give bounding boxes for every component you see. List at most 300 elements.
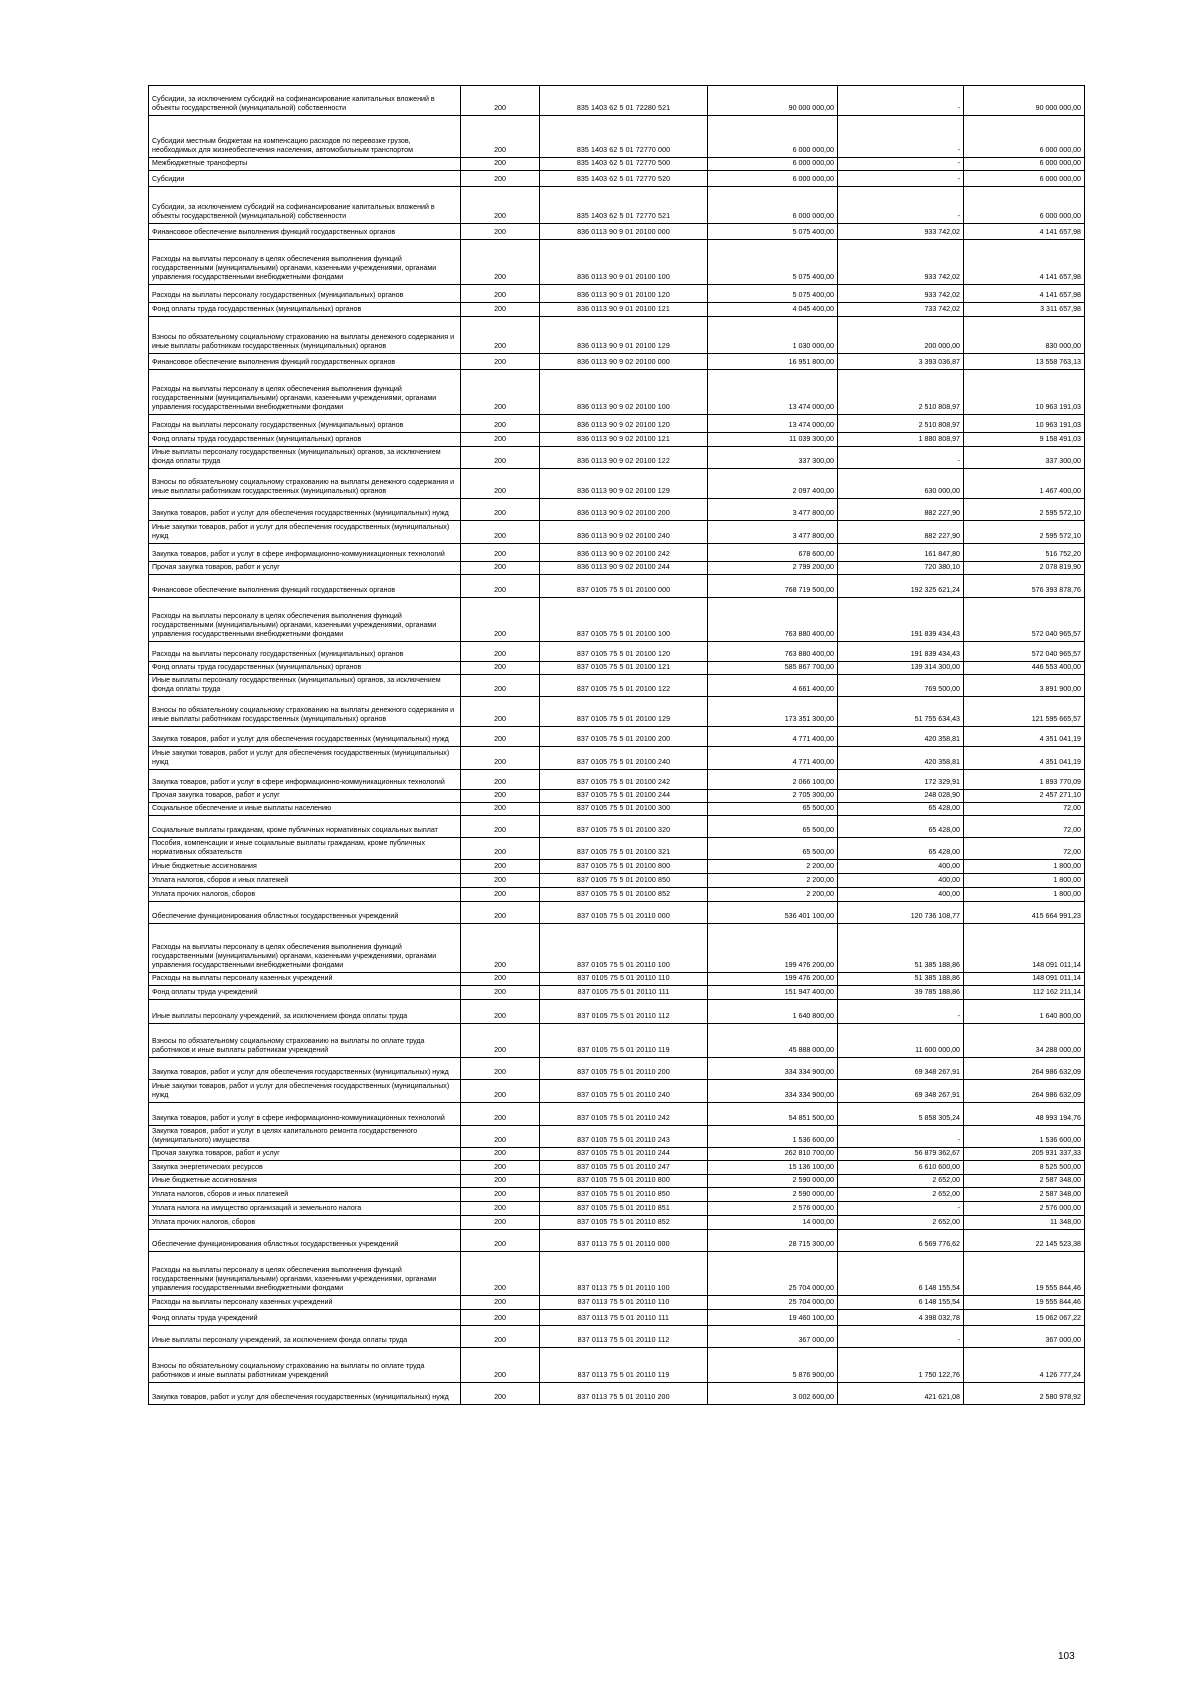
- executed-amount: 733 742,02: [838, 303, 964, 317]
- table-row: [149, 662, 1085, 675]
- executed-amount: 248 028,90: [838, 790, 964, 803]
- approved-amount: 4 771 400,00: [708, 747, 838, 770]
- unexecuted-amount: 2 457 271,10: [964, 790, 1085, 803]
- unexecuted-amount: 72,00: [964, 838, 1085, 860]
- table-row: [149, 1148, 1085, 1161]
- unexecuted-amount: 572 040 965,57: [964, 598, 1085, 642]
- executed-amount: 120 736 108,77: [838, 902, 964, 924]
- line-code: 200: [461, 1230, 540, 1252]
- expense-item-name: Закупка товаров, работ и услуг для обеспечения государственных (муниципальных) нужд: [149, 727, 461, 747]
- budget-class-code: 835 1403 62 5 01 72770 520: [540, 171, 708, 187]
- expense-item-name: Расходы на выплаты персоналу в целях обеспечения выполнения функций государственными (муниципальными) органами, казенными учреждениями, органами управления государственными внебюджетными фондами: [149, 240, 461, 285]
- expense-item-name: Иные выплаты персоналу государственных (муниципальных) органов, за исключением фонда оплаты труда: [149, 675, 461, 697]
- approved-amount: 173 351 300,00: [708, 697, 838, 727]
- line-code: 200: [461, 1175, 540, 1188]
- budget-class-code: 837 0113 75 5 01 20110 119: [540, 1348, 708, 1383]
- budget-class-code: 837 0105 75 5 01 20100 122: [540, 675, 708, 697]
- line-code: 200: [461, 575, 540, 598]
- line-code: 200: [461, 224, 540, 240]
- line-code: 200: [461, 171, 540, 187]
- approved-amount: 1 536 600,00: [708, 1126, 838, 1148]
- line-code: 200: [461, 354, 540, 370]
- line-code: 200: [461, 1000, 540, 1024]
- unexecuted-amount: 572 040 965,57: [964, 642, 1085, 662]
- table-row: [149, 697, 1085, 727]
- approved-amount: 367 000,00: [708, 1326, 838, 1348]
- budget-class-code: 837 0105 75 5 01 20110 100: [540, 924, 708, 973]
- approved-amount: 2 097 400,00: [708, 469, 838, 499]
- table-row: [149, 598, 1085, 642]
- budget-class-code: 837 0113 75 5 01 20110 110: [540, 1296, 708, 1310]
- expense-item-name: Финансовое обеспечение выполнения функций государственных органов: [149, 575, 461, 598]
- table-row: [149, 224, 1085, 240]
- executed-amount: -: [838, 1202, 964, 1216]
- approved-amount: 14 000,00: [708, 1216, 838, 1230]
- expense-item-name: Финансовое обеспечение выполнения функций государственных органов: [149, 224, 461, 240]
- budget-class-code: 835 1403 62 5 01 72280 521: [540, 86, 708, 116]
- approved-amount: 768 719 500,00: [708, 575, 838, 598]
- approved-amount: 5 876 900,00: [708, 1348, 838, 1383]
- executed-amount: 400,00: [838, 874, 964, 888]
- unexecuted-amount: 4 141 657,98: [964, 285, 1085, 303]
- approved-amount: 13 474 000,00: [708, 370, 838, 415]
- budget-class-code: 837 0105 75 5 01 20100 200: [540, 727, 708, 747]
- executed-amount: 65 428,00: [838, 803, 964, 816]
- table-row: [149, 924, 1085, 973]
- executed-amount: 2 510 808,97: [838, 370, 964, 415]
- table-row: [149, 116, 1085, 158]
- unexecuted-amount: 4 126 777,24: [964, 1348, 1085, 1383]
- approved-amount: 199 476 200,00: [708, 924, 838, 973]
- line-code: 200: [461, 1216, 540, 1230]
- unexecuted-amount: 264 986 632,09: [964, 1058, 1085, 1080]
- table-row: [149, 544, 1085, 562]
- expense-item-name: Закупка товаров, работ и услуг в сфере информационно-коммуникационных технологий: [149, 1103, 461, 1126]
- expense-item-name: Пособия, компенсации и иные социальные выплаты гражданам, кроме публичных нормативных обязательств: [149, 838, 461, 860]
- table-row: [149, 158, 1085, 171]
- unexecuted-amount: 11 348,00: [964, 1216, 1085, 1230]
- table-row: [149, 973, 1085, 986]
- approved-amount: 25 704 000,00: [708, 1296, 838, 1310]
- unexecuted-amount: 1 893 770,09: [964, 770, 1085, 790]
- line-code: 200: [461, 562, 540, 575]
- unexecuted-amount: 13 558 763,13: [964, 354, 1085, 370]
- unexecuted-amount: 2 587 348,00: [964, 1188, 1085, 1202]
- budget-class-code: 837 0105 75 5 01 20100 000: [540, 575, 708, 598]
- unexecuted-amount: 4 351 041,19: [964, 747, 1085, 770]
- expense-item-name: Иные бюджетные ассигнования: [149, 1175, 461, 1188]
- approved-amount: 65 500,00: [708, 803, 838, 816]
- unexecuted-amount: 2 078 819,90: [964, 562, 1085, 575]
- line-code: 200: [461, 1310, 540, 1326]
- budget-class-code: 836 0113 90 9 01 20100 121: [540, 303, 708, 317]
- approved-amount: 5 075 400,00: [708, 240, 838, 285]
- table-row: [149, 469, 1085, 499]
- unexecuted-amount: 264 986 632,09: [964, 1080, 1085, 1103]
- budget-class-code: 837 0105 75 5 01 20100 120: [540, 642, 708, 662]
- budget-class-code: 837 0105 75 5 01 20110 242: [540, 1103, 708, 1126]
- expense-item-name: Расходы на выплаты персоналу в целях обеспечения выполнения функций государственными (муниципальными) органами, казенными учреждениями, органами управления государственными внебюджетными фондами: [149, 924, 461, 973]
- unexecuted-amount: 8 525 500,00: [964, 1161, 1085, 1175]
- table-row: [149, 1126, 1085, 1148]
- budget-class-code: 837 0105 75 5 01 20110 000: [540, 902, 708, 924]
- unexecuted-amount: 2 587 348,00: [964, 1175, 1085, 1188]
- approved-amount: 2 066 100,00: [708, 770, 838, 790]
- line-code: 200: [461, 303, 540, 317]
- executed-amount: -: [838, 86, 964, 116]
- line-code: 200: [461, 973, 540, 986]
- executed-amount: -: [838, 171, 964, 187]
- expense-item-name: Финансовое обеспечение выполнения функций государственных органов: [149, 354, 461, 370]
- line-code: 200: [461, 874, 540, 888]
- line-code: 200: [461, 697, 540, 727]
- approved-amount: 4 661 400,00: [708, 675, 838, 697]
- approved-amount: 2 590 000,00: [708, 1175, 838, 1188]
- table-row: [149, 838, 1085, 860]
- expense-item-name: Уплата налогов, сборов и иных платежей: [149, 1188, 461, 1202]
- line-code: 200: [461, 803, 540, 816]
- budget-class-code: 837 0105 75 5 01 20110 200: [540, 1058, 708, 1080]
- line-code: 200: [461, 1161, 540, 1175]
- approved-amount: 334 334 900,00: [708, 1058, 838, 1080]
- unexecuted-amount: 10 963 191,03: [964, 370, 1085, 415]
- table-row: [149, 888, 1085, 902]
- budget-table-body: [149, 86, 1085, 1405]
- budget-class-code: 836 0113 90 9 02 20100 121: [540, 433, 708, 447]
- budget-class-code: 837 0105 75 5 01 20110 111: [540, 986, 708, 1000]
- table-row: [149, 1230, 1085, 1252]
- line-code: 200: [461, 86, 540, 116]
- line-code: 200: [461, 469, 540, 499]
- executed-amount: -: [838, 447, 964, 469]
- approved-amount: 337 300,00: [708, 447, 838, 469]
- table-row: [149, 171, 1085, 187]
- line-code: 200: [461, 598, 540, 642]
- table-row: [149, 1326, 1085, 1348]
- executed-amount: 2 652,00: [838, 1175, 964, 1188]
- expense-item-name: Расходы на выплаты персоналу в целях обеспечения выполнения функций государственными (муниципальными) органами, казенными учреждениями, органами управления государственными внебюджетными фондами: [149, 598, 461, 642]
- budget-class-code: 835 1403 62 5 01 72770 000: [540, 116, 708, 158]
- table-row: [149, 303, 1085, 317]
- unexecuted-amount: 576 393 878,76: [964, 575, 1085, 598]
- budget-class-code: 836 0113 90 9 02 20100 244: [540, 562, 708, 575]
- approved-amount: 13 474 000,00: [708, 415, 838, 433]
- approved-amount: 334 334 900,00: [708, 1080, 838, 1103]
- budget-class-code: 836 0113 90 9 01 20100 120: [540, 285, 708, 303]
- expense-item-name: Закупка товаров, работ и услуг в сфере информационно-коммуникационных технологий: [149, 544, 461, 562]
- table-row: [149, 187, 1085, 224]
- approved-amount: 28 715 300,00: [708, 1230, 838, 1252]
- executed-amount: 200 000,00: [838, 317, 964, 354]
- approved-amount: 536 401 100,00: [708, 902, 838, 924]
- executed-amount: 6 148 155,54: [838, 1252, 964, 1296]
- line-code: 200: [461, 860, 540, 874]
- budget-class-code: 837 0105 75 5 01 20100 240: [540, 747, 708, 770]
- executed-amount: 161 847,80: [838, 544, 964, 562]
- expense-item-name: Расходы на выплаты персоналу в целях обеспечения выполнения функций государственными (муниципальными) органами, казенными учреждениями, органами управления государственными внебюджетными фондами: [149, 1252, 461, 1296]
- line-code: 200: [461, 521, 540, 544]
- expense-item-name: Фонд оплаты труда учреждений: [149, 1310, 461, 1326]
- executed-amount: -: [838, 1326, 964, 1348]
- executed-amount: 5 858 305,24: [838, 1103, 964, 1126]
- expense-item-name: Закупка товаров, работ и услуг в целях капитального ремонта государственного (муниципального) имущества: [149, 1126, 461, 1148]
- approved-amount: 19 460 100,00: [708, 1310, 838, 1326]
- expense-item-name: Фонд оплаты труда государственных (муниципальных) органов: [149, 662, 461, 675]
- table-row: [149, 675, 1085, 697]
- table-row: [149, 747, 1085, 770]
- unexecuted-amount: 516 752,20: [964, 544, 1085, 562]
- table-row: [149, 1024, 1085, 1058]
- executed-amount: 882 227,90: [838, 521, 964, 544]
- budget-execution-table: [148, 85, 1085, 1405]
- unexecuted-amount: 15 062 067,22: [964, 1310, 1085, 1326]
- executed-amount: -: [838, 158, 964, 171]
- table-row: [149, 285, 1085, 303]
- expense-item-name: Расходы на выплаты персоналу в целях обеспечения выполнения функций государственными (муниципальными) органами, казенными учреждениями, органами управления государственными внебюджетными фондами: [149, 370, 461, 415]
- budget-class-code: 836 0113 90 9 02 20100 242: [540, 544, 708, 562]
- line-code: 200: [461, 1296, 540, 1310]
- budget-class-code: 836 0113 90 9 02 20100 129: [540, 469, 708, 499]
- table-row: [149, 1175, 1085, 1188]
- table-row: [149, 1058, 1085, 1080]
- expense-item-name: Иные выплаты персоналу государственных (муниципальных) органов, за исключением фонда оплаты труда: [149, 447, 461, 469]
- unexecuted-amount: 6 000 000,00: [964, 158, 1085, 171]
- approved-amount: 6 000 000,00: [708, 171, 838, 187]
- budget-class-code: 836 0113 90 9 02 20100 000: [540, 354, 708, 370]
- unexecuted-amount: 48 993 194,76: [964, 1103, 1085, 1126]
- line-code: 200: [461, 499, 540, 521]
- table-row: [149, 727, 1085, 747]
- line-code: 200: [461, 1126, 540, 1148]
- budget-class-code: 837 0105 75 5 01 20110 119: [540, 1024, 708, 1058]
- unexecuted-amount: 148 091 011,14: [964, 924, 1085, 973]
- approved-amount: 65 500,00: [708, 816, 838, 838]
- budget-class-code: 837 0113 75 5 01 20110 111: [540, 1310, 708, 1326]
- expense-item-name: Фонд оплаты труда государственных (муниципальных) органов: [149, 433, 461, 447]
- line-code: 200: [461, 1202, 540, 1216]
- executed-amount: -: [838, 1000, 964, 1024]
- approved-amount: 763 880 400,00: [708, 598, 838, 642]
- executed-amount: 6 610 600,00: [838, 1161, 964, 1175]
- expense-item-name: Субсидии, за исключением субсидий на софинансирование капитальных вложений в объекты государственной (муниципальной) собственности: [149, 187, 461, 224]
- approved-amount: 15 136 100,00: [708, 1161, 838, 1175]
- budget-class-code: 835 1403 62 5 01 72770 521: [540, 187, 708, 224]
- executed-amount: 11 600 000,00: [838, 1024, 964, 1058]
- executed-amount: 69 348 267,91: [838, 1080, 964, 1103]
- unexecuted-amount: 367 000,00: [964, 1326, 1085, 1348]
- table-row: [149, 240, 1085, 285]
- executed-amount: 191 839 434,43: [838, 642, 964, 662]
- expense-item-name: Прочая закупка товаров, работ и услуг: [149, 562, 461, 575]
- line-code: 200: [461, 838, 540, 860]
- budget-class-code: 837 0113 75 5 01 20110 112: [540, 1326, 708, 1348]
- line-code: 200: [461, 1348, 540, 1383]
- expense-item-name: Взносы по обязательному социальному страхованию на выплаты по оплате труда работников и иные выплаты работникам учреждений: [149, 1024, 461, 1058]
- budget-class-code: 836 0113 90 9 02 20100 240: [540, 521, 708, 544]
- line-code: 200: [461, 642, 540, 662]
- table-row: [149, 1161, 1085, 1175]
- table-row: [149, 433, 1085, 447]
- expense-item-name: Закупка товаров, работ и услуг для обеспечения государственных (муниципальных) нужд: [149, 1058, 461, 1080]
- line-code: 200: [461, 816, 540, 838]
- expense-item-name: Закупка товаров, работ и услуг в сфере информационно-коммуникационных технологий: [149, 770, 461, 790]
- approved-amount: 585 867 700,00: [708, 662, 838, 675]
- line-code: 200: [461, 285, 540, 303]
- table-row: [149, 370, 1085, 415]
- line-code: 200: [461, 544, 540, 562]
- budget-class-code: 836 0113 90 9 01 20100 129: [540, 317, 708, 354]
- executed-amount: 6 569 776,62: [838, 1230, 964, 1252]
- line-code: 200: [461, 888, 540, 902]
- expense-item-name: Уплата налогов, сборов и иных платежей: [149, 874, 461, 888]
- budget-class-code: 837 0105 75 5 01 20110 240: [540, 1080, 708, 1103]
- budget-class-code: 837 0105 75 5 01 20110 244: [540, 1148, 708, 1161]
- budget-class-code: 836 0113 90 9 01 20100 100: [540, 240, 708, 285]
- executed-amount: 630 000,00: [838, 469, 964, 499]
- unexecuted-amount: 830 000,00: [964, 317, 1085, 354]
- budget-class-code: 837 0105 75 5 01 20100 852: [540, 888, 708, 902]
- approved-amount: 3 477 800,00: [708, 499, 838, 521]
- expense-item-name: Взносы по обязательному социальному страхованию на выплаты денежного содержания и иные выплаты работникам государственных (муниципальных) органов: [149, 697, 461, 727]
- unexecuted-amount: 72,00: [964, 803, 1085, 816]
- expense-item-name: Субсидии: [149, 171, 461, 187]
- unexecuted-amount: 90 000 000,00: [964, 86, 1085, 116]
- table-row: [149, 1080, 1085, 1103]
- table-row: [149, 1348, 1085, 1383]
- expense-item-name: Иные бюджетные ассигнования: [149, 860, 461, 874]
- approved-amount: 6 000 000,00: [708, 187, 838, 224]
- line-code: 200: [461, 790, 540, 803]
- table-row: [149, 354, 1085, 370]
- approved-amount: 2 200,00: [708, 888, 838, 902]
- expense-item-name: Иные закупки товаров, работ и услуг для обеспечения государственных (муниципальных) нужд: [149, 747, 461, 770]
- approved-amount: 678 600,00: [708, 544, 838, 562]
- approved-amount: 2 200,00: [708, 860, 838, 874]
- table-row: [149, 860, 1085, 874]
- line-code: 200: [461, 747, 540, 770]
- line-code: 200: [461, 1148, 540, 1161]
- expense-item-name: Обеспечение функционирования областных государственных учреждений: [149, 902, 461, 924]
- approved-amount: 2 590 000,00: [708, 1188, 838, 1202]
- expense-item-name: Обеспечение функционирования областных государственных учреждений: [149, 1230, 461, 1252]
- line-code: 200: [461, 433, 540, 447]
- approved-amount: 2 799 200,00: [708, 562, 838, 575]
- expense-item-name: Взносы по обязательному социальному страхованию на выплаты по оплате труда работников и иные выплаты работникам учреждений: [149, 1348, 461, 1383]
- expense-item-name: Прочая закупка товаров, работ и услуг: [149, 790, 461, 803]
- budget-class-code: 837 0105 75 5 01 20100 320: [540, 816, 708, 838]
- budget-class-code: 835 1403 62 5 01 72770 500: [540, 158, 708, 171]
- expense-item-name: Фонд оплаты труда государственных (муниципальных) органов: [149, 303, 461, 317]
- unexecuted-amount: 121 595 665,57: [964, 697, 1085, 727]
- executed-amount: 1 750 122,76: [838, 1348, 964, 1383]
- line-code: 200: [461, 1188, 540, 1202]
- executed-amount: 192 325 621,24: [838, 575, 964, 598]
- line-code: 200: [461, 116, 540, 158]
- table-row: [149, 1310, 1085, 1326]
- budget-class-code: 836 0113 90 9 02 20100 200: [540, 499, 708, 521]
- expense-item-name: Уплата налога на имущество организаций и земельного налога: [149, 1202, 461, 1216]
- budget-class-code: 837 0105 75 5 01 20110 800: [540, 1175, 708, 1188]
- line-code: 200: [461, 662, 540, 675]
- unexecuted-amount: 1 800,00: [964, 888, 1085, 902]
- budget-class-code: 837 0105 75 5 01 20110 851: [540, 1202, 708, 1216]
- unexecuted-amount: 9 158 491,03: [964, 433, 1085, 447]
- expense-item-name: Иные выплаты персоналу учреждений, за исключением фонда оплаты труда: [149, 1326, 461, 1348]
- line-code: 200: [461, 675, 540, 697]
- executed-amount: 6 148 155,54: [838, 1296, 964, 1310]
- budget-class-code: 837 0105 75 5 01 20100 244: [540, 790, 708, 803]
- line-code: 200: [461, 1103, 540, 1126]
- executed-amount: 1 880 808,97: [838, 433, 964, 447]
- line-code: 200: [461, 317, 540, 354]
- approved-amount: 25 704 000,00: [708, 1252, 838, 1296]
- budget-class-code: 837 0105 75 5 01 20100 300: [540, 803, 708, 816]
- executed-amount: 933 742,02: [838, 224, 964, 240]
- unexecuted-amount: 4 141 657,98: [964, 240, 1085, 285]
- table-row: [149, 986, 1085, 1000]
- budget-class-code: 837 0105 75 5 01 20110 852: [540, 1216, 708, 1230]
- budget-class-code: 837 0105 75 5 01 20100 800: [540, 860, 708, 874]
- unexecuted-amount: 1 640 800,00: [964, 1000, 1085, 1024]
- budget-class-code: 837 0105 75 5 01 20100 321: [540, 838, 708, 860]
- expense-item-name: Закупка товаров, работ и услуг для обеспечения государственных (муниципальных) нужд: [149, 499, 461, 521]
- approved-amount: 2 576 000,00: [708, 1202, 838, 1216]
- table-row: [149, 562, 1085, 575]
- approved-amount: 45 888 000,00: [708, 1024, 838, 1058]
- table-row: [149, 1103, 1085, 1126]
- expense-item-name: Расходы на выплаты персоналу государственных (муниципальных) органов: [149, 415, 461, 433]
- unexecuted-amount: 2 595 572,10: [964, 521, 1085, 544]
- line-code: 200: [461, 1326, 540, 1348]
- executed-amount: 720 380,10: [838, 562, 964, 575]
- expense-item-name: Иные выплаты персоналу учреждений, за исключением фонда оплаты труда: [149, 1000, 461, 1024]
- expense-item-name: Иные закупки товаров, работ и услуг для обеспечения государственных (муниципальных) нужд: [149, 1080, 461, 1103]
- unexecuted-amount: 112 162 211,14: [964, 986, 1085, 1000]
- table-row: [149, 521, 1085, 544]
- line-code: 200: [461, 770, 540, 790]
- expense-item-name: Иные закупки товаров, работ и услуг для обеспечения государственных (муниципальных) нужд: [149, 521, 461, 544]
- table-row: [149, 86, 1085, 116]
- table-row: [149, 575, 1085, 598]
- approved-amount: 2 705 300,00: [708, 790, 838, 803]
- executed-amount: 39 785 188,86: [838, 986, 964, 1000]
- expense-item-name: Уплата прочих налогов, сборов: [149, 888, 461, 902]
- executed-amount: 69 348 267,91: [838, 1058, 964, 1080]
- line-code: 200: [461, 1383, 540, 1405]
- unexecuted-amount: 3 311 657,98: [964, 303, 1085, 317]
- expense-item-name: Расходы на выплаты персоналу государственных (муниципальных) органов: [149, 642, 461, 662]
- line-code: 200: [461, 370, 540, 415]
- table-row: [149, 317, 1085, 354]
- executed-amount: 400,00: [838, 860, 964, 874]
- executed-amount: -: [838, 1126, 964, 1148]
- unexecuted-amount: 1 536 600,00: [964, 1126, 1085, 1148]
- budget-class-code: 837 0113 75 5 01 20110 000: [540, 1230, 708, 1252]
- executed-amount: 421 621,08: [838, 1383, 964, 1405]
- expense-item-name: Субсидии, за исключением субсидий на софинансирование капитальных вложений в объекты государственной (муниципальной) собственности: [149, 86, 461, 116]
- expense-item-name: Расходы на выплаты персоналу казенных учреждений: [149, 973, 461, 986]
- expense-item-name: Взносы по обязательному социальному страхованию на выплаты денежного содержания и иные выплаты работникам государственных (муниципальных) органов: [149, 317, 461, 354]
- approved-amount: 4 045 400,00: [708, 303, 838, 317]
- executed-amount: 2 510 808,97: [838, 415, 964, 433]
- expense-item-name: Закупка энергетических ресурсов: [149, 1161, 461, 1175]
- approved-amount: 2 200,00: [708, 874, 838, 888]
- line-code: 200: [461, 187, 540, 224]
- executed-amount: 400,00: [838, 888, 964, 902]
- budget-class-code: 837 0105 75 5 01 20100 850: [540, 874, 708, 888]
- unexecuted-amount: 4 351 041,19: [964, 727, 1085, 747]
- executed-amount: 420 358,81: [838, 727, 964, 747]
